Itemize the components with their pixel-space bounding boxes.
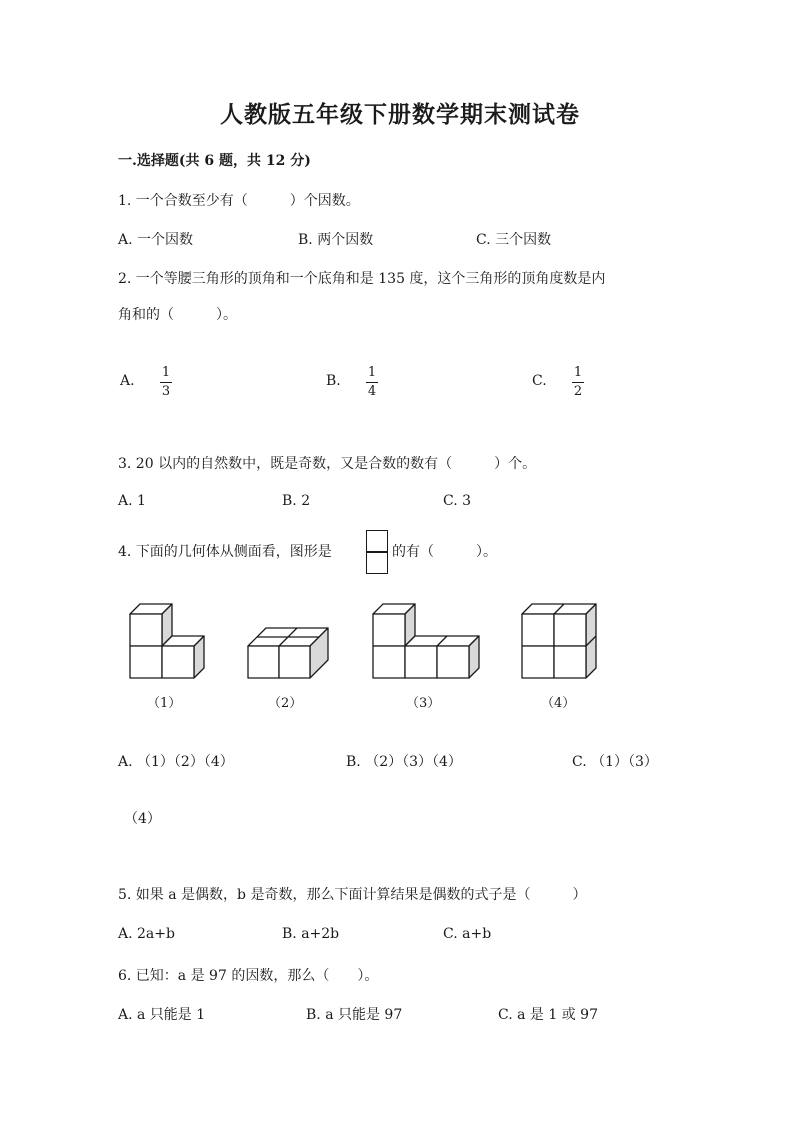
question-5-option-c: C. a+b bbox=[443, 926, 492, 942]
fraction-numerator: 1 bbox=[367, 365, 377, 380]
question-4-option-c-wrap: （4） bbox=[124, 811, 161, 827]
question-6-option-b: B. a 只能是 97 bbox=[306, 1007, 403, 1023]
question-2-stem-line-1: 2. 一个等腰三角形的顶角和一个底角和是 135 度，这个三角形的顶角度数是内 bbox=[118, 271, 606, 287]
question-1-stem: 1. 一个合数至少有（ ）个因数。 bbox=[118, 193, 360, 209]
section-heading: 一.选择题(共 6 题，共 12 分) bbox=[118, 153, 311, 169]
question-4-option-a: A. （1）（2）（4） bbox=[118, 754, 234, 770]
question-1-option-a: A. 一个因数 bbox=[118, 232, 194, 248]
question-5-option-b: B. a+2b bbox=[282, 926, 340, 942]
question-2-option-c-label: C. bbox=[532, 373, 547, 389]
question-4-stem-before: 4. 下面的几何体从侧面看，图形是 bbox=[118, 544, 332, 560]
question-6-option-a: A. a 只能是 1 bbox=[118, 1007, 206, 1023]
question-2-stem-line-2: 角和的（ ）。 bbox=[118, 307, 237, 323]
figure-4-label: （4） bbox=[541, 696, 576, 711]
question-3-option-a: A. 1 bbox=[118, 493, 146, 509]
question-3-option-b: B. 2 bbox=[282, 493, 311, 509]
question-2-option-a-label: A. bbox=[120, 373, 135, 389]
fraction-numerator: 1 bbox=[573, 365, 583, 380]
question-1-option-b: B. 两个因数 bbox=[298, 232, 374, 248]
question-5-stem: 5. 如果 a 是偶数，b 是奇数，那么下面计算结果是偶数的式子是（ ） bbox=[118, 887, 587, 903]
figure-3-label: （3） bbox=[406, 696, 441, 711]
question-3-option-c: C. 3 bbox=[443, 493, 472, 509]
fraction-denominator: 2 bbox=[573, 384, 583, 399]
fraction-numerator: 1 bbox=[161, 365, 171, 380]
question-4-option-b: B. （2）（3）（4） bbox=[346, 754, 462, 770]
question-1-option-c: C. 三个因数 bbox=[476, 232, 552, 248]
figure-2-label: （2） bbox=[268, 696, 303, 711]
fraction-denominator: 3 bbox=[161, 384, 171, 399]
figure-4-cubes bbox=[522, 604, 596, 678]
question-4-stem-after: 的有（ ）。 bbox=[392, 544, 497, 560]
figure-1-label: （1） bbox=[147, 696, 182, 711]
question-4-option-c: C. （1）（3） bbox=[572, 754, 658, 770]
fraction-denominator: 4 bbox=[367, 384, 377, 399]
figure-2-cubes bbox=[248, 628, 328, 678]
figure-3-cubes bbox=[373, 604, 479, 678]
question-6-option-c: C. a 是 1 或 97 bbox=[498, 1007, 598, 1023]
question-6-stem: 6. 已知：a 是 97 的因数，那么（ ）。 bbox=[118, 968, 379, 984]
question-2-option-b-label: B. bbox=[326, 373, 341, 389]
question-3-stem: 3. 20 以内的自然数中，既是奇数，又是合数的数有（ ）个。 bbox=[118, 456, 537, 472]
figure-1-cubes bbox=[130, 604, 204, 678]
page-title: 人教版五年级下册数学期末测试卷 bbox=[220, 101, 580, 128]
question-5-option-a: A. 2a+b bbox=[118, 926, 175, 942]
